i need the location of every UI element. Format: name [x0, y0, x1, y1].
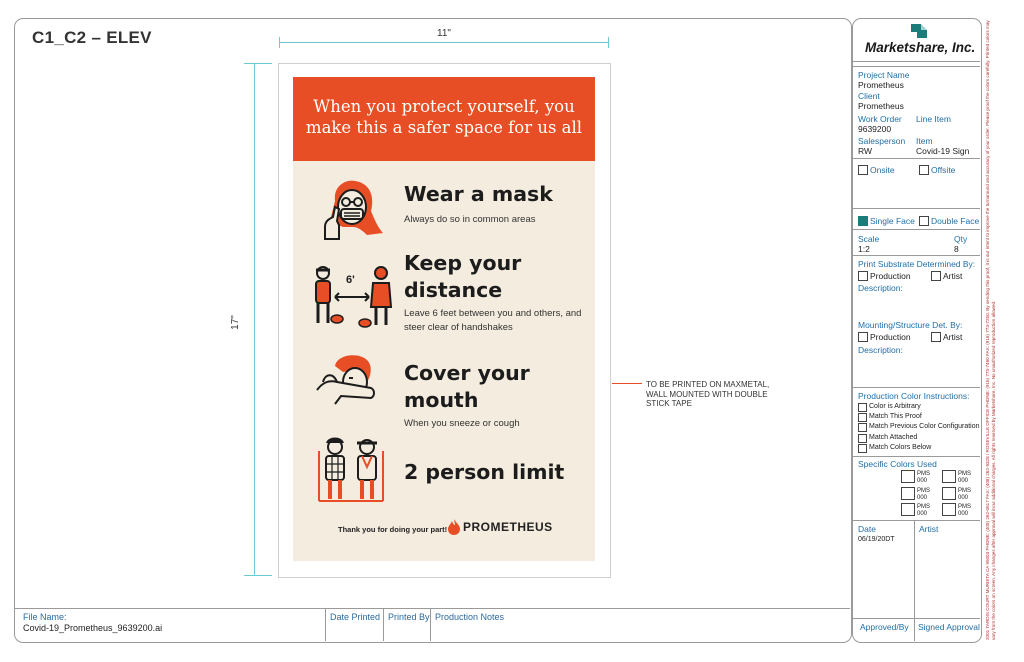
width-dimension-tick-left — [279, 37, 280, 48]
mounting-production-checkbox[interactable] — [858, 332, 868, 342]
client-label: Client — [858, 91, 880, 101]
substrate-label: Print Substrate Determined By: — [858, 259, 976, 269]
sidebar-divider — [853, 255, 980, 256]
pms-label: PMS 000 — [917, 488, 931, 501]
color-option-label: Match Attached — [869, 434, 918, 441]
client-value: Prometheus — [858, 101, 904, 111]
qty-value: 8 — [954, 244, 959, 254]
poster-header — [293, 77, 595, 161]
width-dimension-label: 11" — [437, 28, 451, 39]
poster — [293, 77, 595, 561]
width-dimension-tick-right — [608, 37, 609, 48]
salesperson-value: RW — [858, 146, 873, 156]
date-label: Date — [858, 524, 876, 534]
onsite-label: Onsite — [870, 165, 895, 175]
note-leader-line — [612, 383, 642, 384]
scale-value: 1:2 — [858, 244, 870, 254]
signed-approval-label: Signed Approval — [918, 622, 980, 632]
height-dimension-label: 17" — [229, 315, 241, 330]
offsite-label: Offsite — [931, 165, 956, 175]
specific-colors-label: Specific Colors Used — [858, 459, 937, 469]
color-option-checkbox[interactable] — [858, 423, 867, 432]
footer-thanks: Thank you for doing your part! — [338, 525, 448, 534]
date-value: 06/19/20DT — [858, 536, 895, 543]
width-dimension-line — [279, 42, 609, 43]
work-order-value: 9639200 — [858, 124, 892, 134]
sidebar-divider — [853, 61, 980, 62]
mounting-artist-label: Artist — [943, 332, 963, 342]
substrate-artist-checkbox[interactable] — [931, 271, 941, 281]
bottom-divider-3 — [430, 608, 431, 641]
height-dimension-tick-top — [244, 63, 272, 64]
bottom-divider-2 — [383, 608, 384, 641]
single-face-checkbox[interactable] — [858, 216, 868, 226]
color-option-label: Match Previous Color Configuration — [869, 423, 980, 430]
project-name-label: Project Name — [858, 70, 910, 80]
work-order-label: Work Order — [858, 114, 902, 124]
item-subtitle-cover: When you sneeze or cough — [404, 418, 520, 429]
sidebar-divider — [853, 387, 980, 388]
color-option-checkbox[interactable] — [858, 413, 867, 422]
two-people-icon — [313, 437, 389, 505]
company-logo-icon — [909, 22, 929, 40]
pms-swatch — [901, 487, 915, 500]
color-option-checkbox[interactable] — [858, 403, 867, 412]
legal-disclaimer: 2001 TARDIS COURT MURIETA CA 95003 PHONE: (408) 262-0617 FAX: (408) 262-9328 / ROSEVILLE OFFICE PHONE: (916) 773-7460 FAX: (916) 773-7250. By sending this proof, it is our intent to improve the turnaround and accuracy of your order. Please proof the colors carefully. Printed colors may vary from the colors on screen. Any changes after approval will incur additional charges. All rights reserved by Marketshare, Inc. No unauthorized reproduction allowed. — [985, 20, 996, 640]
salesperson-label: Salesperson — [858, 136, 906, 146]
poster-header-text: When you protect yourself, you make this a safer space for us all — [305, 97, 583, 137]
masked-face-icon — [317, 177, 387, 243]
artist-column-label: Artist — [919, 524, 939, 534]
mounting-artist-checkbox[interactable] — [931, 332, 941, 342]
production-note: TO BE PRINTED ON MAXMETAL, WALL MOUNTED WITH DOUBLE STICK TAPE — [646, 380, 770, 408]
pms-swatch — [901, 503, 915, 516]
sheet-title: C1_C2 – ELEV — [32, 28, 152, 47]
color-option-label: Match Colors Below — [869, 444, 932, 451]
item-title-limit: 2 person limit — [404, 460, 565, 484]
offsite-checkbox[interactable] — [919, 165, 929, 175]
project-name-value: Prometheus — [858, 80, 904, 90]
pms-swatch — [942, 487, 956, 500]
color-instructions-label: Production Color Instructions: — [858, 391, 970, 401]
pms-label: PMS 000 — [958, 504, 972, 517]
double-face-checkbox[interactable] — [919, 216, 929, 226]
substrate-description-label: Description: — [858, 283, 903, 293]
color-option-label: Match This Proof — [869, 413, 922, 420]
sidebar-divider — [853, 208, 980, 209]
pms-label: PMS 000 — [917, 504, 931, 517]
item-subtitle-mask: Always do so in common areas — [404, 214, 536, 225]
pms-swatch — [942, 470, 956, 483]
title-block-frame — [852, 18, 982, 643]
sidebar-divider — [853, 456, 980, 457]
qty-label: Qty — [954, 234, 968, 244]
pms-swatch — [901, 470, 915, 483]
height-dimension-line — [254, 63, 255, 576]
pms-swatch — [942, 503, 956, 516]
color-option-checkbox[interactable] — [858, 434, 867, 443]
sidebar-divider — [853, 618, 980, 619]
onsite-checkbox[interactable] — [858, 165, 868, 175]
double-face-label: Double Face — [931, 216, 980, 226]
single-face-label: Single Face — [870, 216, 915, 226]
file-name-label: File Name: — [23, 612, 67, 622]
substrate-production-label: Production — [870, 271, 911, 281]
distance-label: 6' — [346, 274, 355, 286]
pms-label: PMS 000 — [958, 471, 972, 484]
line-item-label: Line Item — [916, 114, 951, 124]
elbow-cough-icon — [315, 352, 385, 414]
approved-by-label: Approved/By — [860, 622, 909, 632]
substrate-production-checkbox[interactable] — [858, 271, 868, 281]
company-name: Marketshare, Inc. — [865, 40, 976, 55]
pms-label: PMS 000 — [958, 488, 972, 501]
bottom-row-divider — [15, 608, 850, 609]
file-name-value: Covid-19_Prometheus_9639200.ai — [23, 623, 163, 633]
bottom-divider-1 — [325, 608, 326, 641]
sidebar-divider — [853, 66, 980, 67]
printed-by-label: Printed By — [388, 612, 430, 622]
mounting-production-label: Production — [870, 332, 911, 342]
item-title-mask: Wear a mask — [404, 182, 553, 206]
sidebar-divider — [853, 158, 980, 159]
production-notes-label: Production Notes — [435, 612, 505, 622]
height-dimension-tick-bottom — [244, 575, 272, 576]
mounting-label: Mounting/Structure Det. By: — [858, 320, 963, 330]
scale-label: Scale — [858, 234, 880, 244]
item-title-distance: Keep your distance — [404, 251, 522, 302]
date-printed-label: Date Printed — [330, 612, 381, 622]
item-value: Covid-19 Sign — [916, 146, 970, 156]
sidebar-column-divider — [914, 520, 915, 641]
footer-brand: PROMETHEUS — [463, 520, 553, 534]
item-title-cover: Cover your mouth — [404, 361, 530, 412]
pms-label: PMS 000 — [917, 471, 931, 484]
mounting-description-label: Description: — [858, 345, 903, 355]
color-option-checkbox[interactable] — [858, 444, 867, 453]
item-subtitle-distance: Leave 6 feet between you and others, and steer clear of handshakes — [404, 308, 582, 333]
substrate-artist-label: Artist — [943, 271, 963, 281]
flame-icon — [448, 519, 460, 535]
sidebar-divider — [853, 229, 980, 230]
sidebar-divider — [853, 520, 980, 521]
item-label: Item — [916, 136, 933, 146]
color-option-label: Color is Arbitrary — [869, 403, 921, 410]
